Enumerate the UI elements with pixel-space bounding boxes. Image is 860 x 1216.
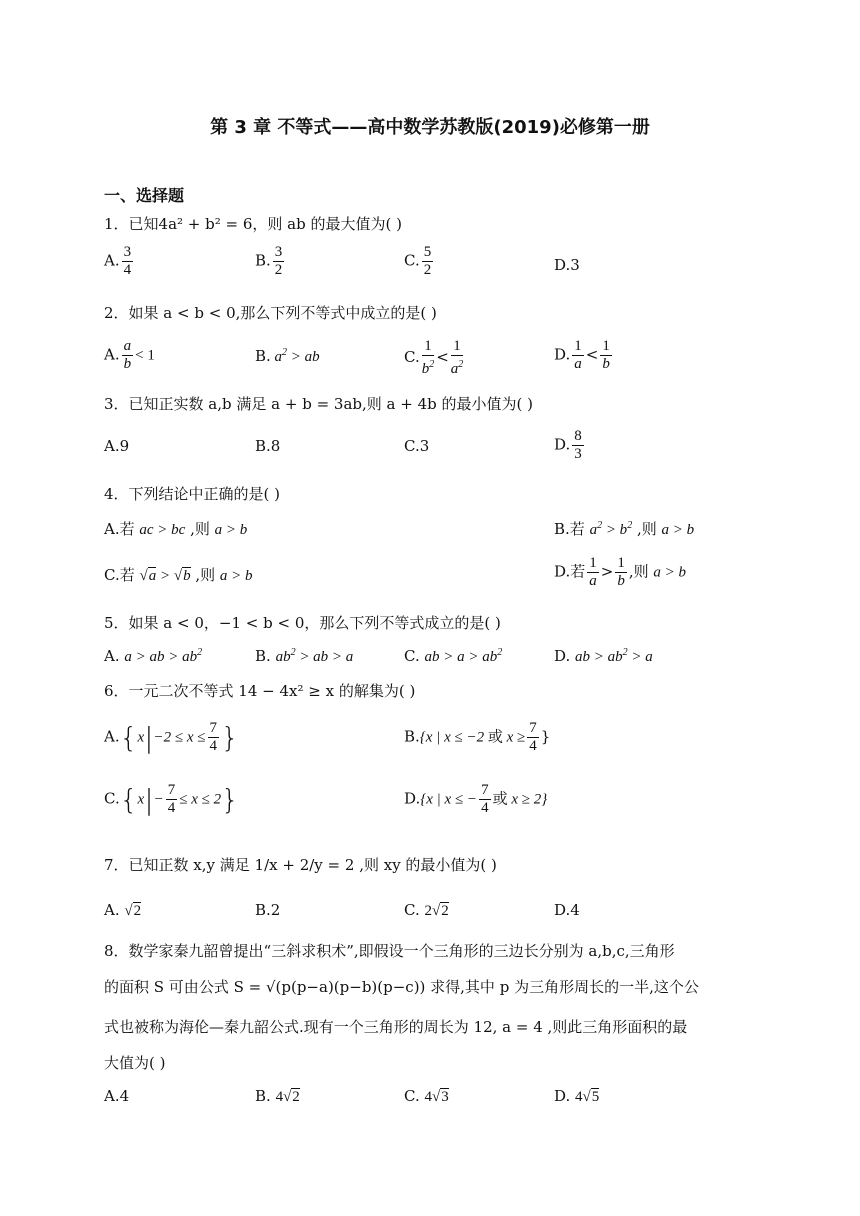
q4-option-a: A.若 ac > bc ,则 a > b	[104, 520, 248, 538]
q7-option-d: D.4	[554, 901, 580, 919]
question-7-stem: 7．已知正数 x,y 满足 1/x + 2/y = 2 ,则 xy 的最小值为( )	[104, 856, 497, 874]
question-2-stem: 2．如果 a < b < 0,那么下列不等式中成立的是( )	[104, 304, 437, 322]
q7-option-b: B.2	[255, 901, 281, 919]
q4-option-b: B.若 $a^2 > b^2$ ,则 a > b	[554, 520, 695, 538]
q3-option-c: C.3	[404, 437, 430, 455]
q2-option-a: A. $\frac{a}{b}$ < 1	[104, 338, 155, 372]
q5-option-c: C. ab > $a > ab^2$	[404, 647, 503, 665]
q2-option-c: C. $\frac{1}{b^2}$ < $\frac{1}{a^2}$	[404, 338, 464, 377]
question-8-line-4: 大值为( )	[104, 1054, 166, 1072]
section-heading: 一、选择题	[104, 186, 185, 205]
q8-option-c: C. 4√3	[404, 1087, 449, 1105]
q1-option-a: A. $\frac{3}{4}$	[104, 244, 132, 278]
question-8-line-3: 式也被称为海伦—秦九韶公式.现有一个三角形的周长为 12, a = 4 ,则此三角形面积的最	[104, 1018, 688, 1036]
question-1-stem: 1．已知4a² + b² = 6，则 ab 的最大值为( )	[104, 215, 402, 233]
q5-option-d: D. ab > $ab^2 > a$	[554, 647, 653, 665]
q6-option-d: D.{x | x ≤ − $\frac{7}{4}$ 或 x ≥ 2}	[404, 782, 548, 816]
q1-option-d: D.3	[554, 256, 580, 274]
q1-option-c: C. $\frac{5}{2}$	[404, 244, 432, 278]
q3-option-b: B.8	[255, 437, 281, 455]
q4-option-d: D.若 $\frac{1}{a}$ > $\frac{1}{b}$ ,则 a > b	[554, 555, 687, 589]
question-3-stem: 3．已知正实数 a,b 满足 a + b = 3ab,则 a + 4b 的最小值为( )	[104, 395, 533, 413]
q2-option-d: D. $\frac{1}{a}$ < $\frac{1}{b}$	[554, 338, 610, 372]
q6-option-c: C.{x|− $\frac{7}{4}$ ≤ x ≤ 2}	[104, 782, 239, 816]
q8-option-d: D. 4√5	[554, 1087, 600, 1105]
page-title: 第 3 章 不等式——高中数学苏教版(2019)必修第一册	[210, 117, 650, 138]
q5-option-b: B. $ab^2$ > ab > a	[255, 647, 354, 665]
q8-option-a: A.4	[104, 1087, 130, 1105]
question-5-stem: 5．如果 a < 0，−1 < b < 0，那么下列不等式成立的是( )	[104, 614, 501, 632]
q2-option-b: B. $a^2$ > ab	[255, 347, 320, 365]
q6-option-b: B.{x | x ≤ −2 或 x ≥ $\frac{7}{4}$ }	[404, 720, 551, 754]
q3-option-d: D. $\frac{8}{3}$	[554, 428, 582, 462]
q3-option-a: A.9	[104, 437, 130, 455]
question-8-line-2: 的面积 S 可由公式 S = √(p(p−a)(p−b)(p−c)) 求得,其中 p 为三角形周长的一半,这个公	[104, 978, 699, 996]
q7-option-a: A. √2	[104, 901, 142, 919]
question-6-stem: 6．一元二次不等式 14 − 4x² ≥ x 的解集为( )	[104, 682, 416, 700]
question-8-line-1: 8．数学家秦九韶曾提出“三斜求积术”,即假设一个三角形的三边长分别为 a,b,c,三角形	[104, 942, 675, 960]
q7-option-c: C. 2√2	[404, 901, 449, 919]
q1-option-b: B. $\frac{3}{2}$	[255, 244, 283, 278]
q5-option-a: A. a > ab > $ab^2$	[104, 647, 203, 665]
question-4-stem: 4．下列结论中正确的是( )	[104, 485, 281, 503]
q6-option-a: A.{x|−2 ≤ x ≤ $\frac{7}{4}$ }	[104, 720, 239, 754]
q4-option-c: C.若 √a > √b ,则 a > b	[104, 566, 253, 584]
q8-option-b: B. 4√2	[255, 1087, 300, 1105]
